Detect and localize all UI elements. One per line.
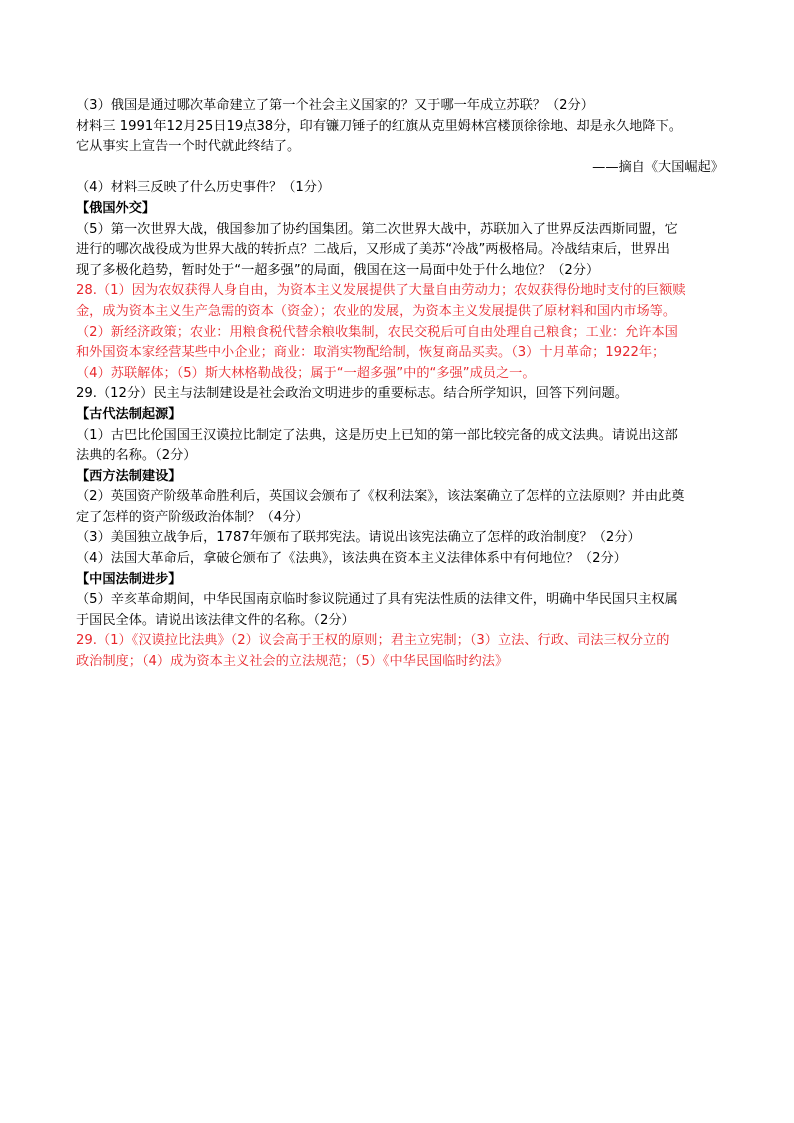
document-page — [76, 96, 724, 673]
question-line: 现了多极化趋势，暂时处于“一超多强”的局面，俄国在这一局面中处于什么地位？（2分） — [76, 262, 600, 278]
question-line: （1）古巴比伦国国王汉谟拉比制定了法典，这是历史上已知的第一部比较完备的成文法典。请说出这部 — [76, 427, 678, 443]
question-line: （2）英国资产阶级革命胜利后，英国议会颁布了《权利法案》，该法案确立了怎样的立法原则？并由此奠 — [76, 489, 685, 505]
source-citation: ——摘自《大国崛起》 — [592, 159, 724, 175]
question-line: （5）辛亥革命期间，中华民国南京临时参议院通过了具有宪法性质的法律文件，明确中华民国只主权属 — [76, 592, 678, 608]
question-line: 于国民全体。请说出该法律文件的名称。（2分） — [76, 612, 355, 628]
section-heading: 【西方法制建设】 — [76, 468, 182, 484]
question-line: （4）材料三反映了什么历史事件？（1分） — [76, 180, 331, 196]
question-line: 法典的名称。（2分） — [76, 448, 197, 464]
answer-line: 28.（1）因为农奴获得人身自由，为资本主义发展提供了大量自由劳动力；农奴获得份地时支付的巨额赎 — [76, 283, 686, 299]
question-line: 进行的哪次战役成为世界大战的转折点？二战后，又形成了美苏“冷战”两极格局。冷战结束后，世界出 — [76, 242, 670, 258]
question-line: （4）法国大革命后，拿破仑颁布了《法典》，该法典在资本主义法律体系中有何地位？（2分） — [76, 551, 627, 567]
answer-line: （4）苏联解体；（5）斯大林格勒战役；属于“一超多强”中的“多强”成员之一。 — [76, 365, 536, 381]
question-line: 它从事实上宣告一个时代就此终结了。 — [76, 139, 301, 155]
question-line: （3）美国独立战争后，1787年颁布了联邦宪法。请说出该宪法确立了怎样的政治制度？（2分） — [76, 530, 641, 546]
answer-line: 29.（1）《汉谟拉比法典》（2）议会高于王权的原则；君主立宪制；（3）立法、行政、司法三权分立的 — [76, 633, 670, 649]
section-heading: 【俄国外交】 — [76, 200, 156, 216]
question-line: （3）俄国是通过哪次革命建立了第一个社会主义国家的？又于哪一年成立苏联？（2分） — [76, 98, 594, 113]
question-line: 材料三 1991年12月25日19点38分，印有镰刀锤子的红旗从克里姆林宫楼顶徐徐地、却是永久地降下。 — [76, 118, 682, 134]
answer-line: 政治制度；（4）成为资本主义社会的立法规范；（5）《中华民国临时约法》 — [76, 654, 509, 670]
section-heading: 【中国法制进步】 — [76, 571, 182, 587]
answer-line: 金，成为资本主义生产急需的资本（资金）；农业的发展，为资本主义发展提供了原材料和国内市场等。 — [76, 303, 677, 319]
section-heading: 【古代法制起源】 — [76, 406, 182, 422]
question-line: （5）第一次世界大战，俄国参加了协约国集团。第二次世界大战中，苏联加入了世界反法西斯同盟，它 — [76, 221, 678, 237]
answer-line: 和外国资本家经营某些中小企业；商业：取消实物配给制，恢复商品买卖。（3）十月革命；1922年； — [76, 345, 666, 361]
answer-line: （2）新经济政策；农业：用粮食税代替余粮收集制，农民交税后可自由处理自己粮食；工业：允许本国 — [76, 324, 678, 340]
question-line: 定了怎样的资产阶级政治体制？（4分） — [76, 509, 309, 525]
question-line: 29.（12分）民主与法制建设是社会政治文明进步的重要标志。结合所学知识，回答下列问题。 — [76, 386, 629, 402]
